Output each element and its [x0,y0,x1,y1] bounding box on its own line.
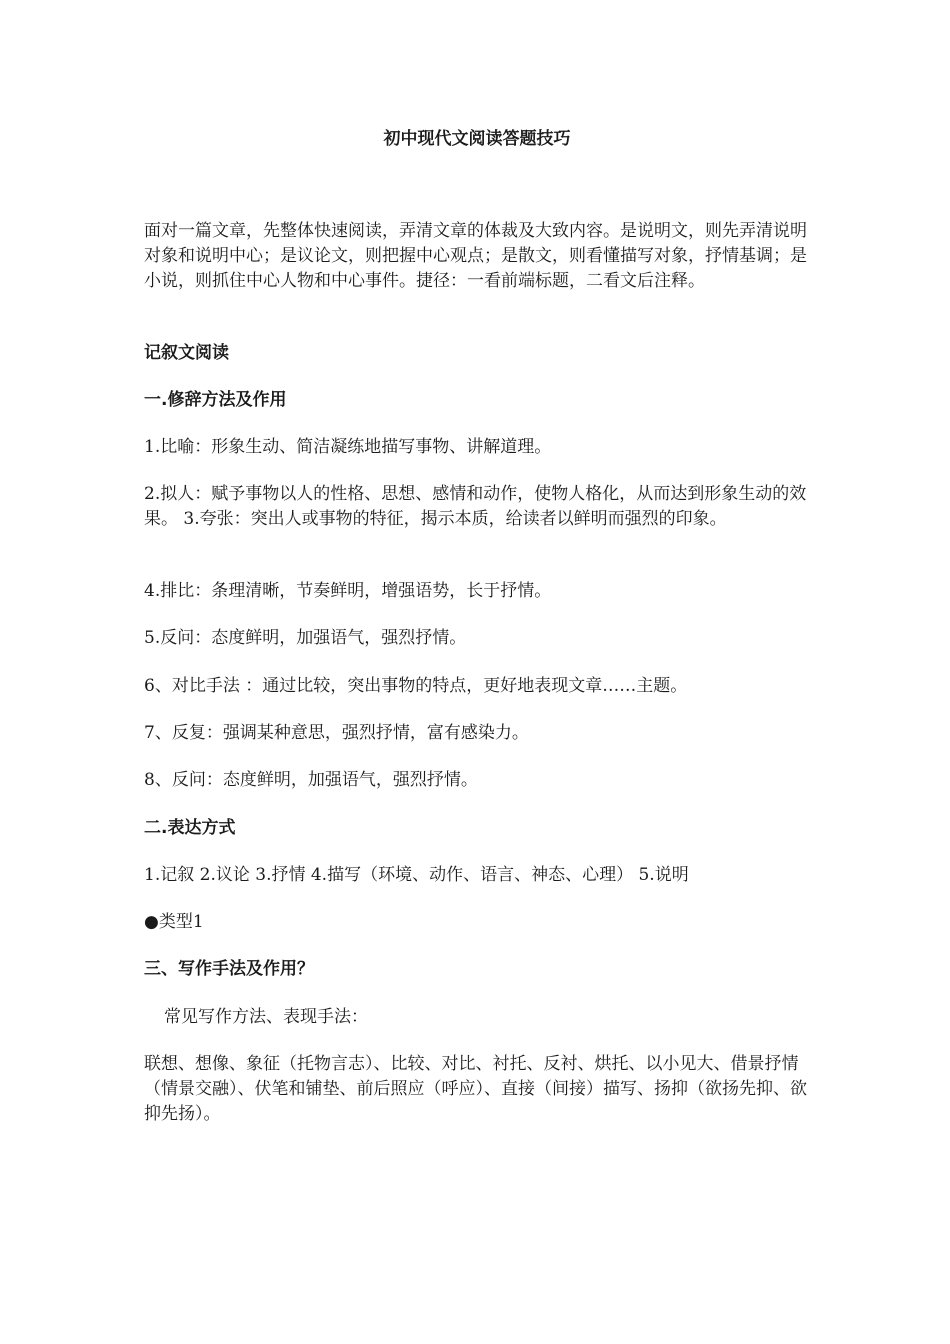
section-heading-narrative: 记叙文阅读 [144,343,229,363]
section-heading-rhetoric: 一.修辞方法及作用 [144,390,287,410]
type-line: ●类型1 [144,912,204,932]
writing-body: 联想、想像、象征（托物言志）、比较、对比、衬托、反衬、烘托、以小见大、借景抒情（情景交融）、伏笔和铺垫、前后照应（呼应）、直接（间接）描写、扬抑（欲扬先抑、欲抑先扬）。 [144,1054,807,1124]
writing-subtitle: 常见写作方法、表现手法： [164,1007,368,1027]
rhetoric-item-5: 5.反问：态度鲜明，加强语气，强烈抒情。 [144,628,467,648]
rhetoric-item-2: 2.拟人：赋予事物以人的性格、思想、感情和动作，使物人格化，从而达到形象生动的效果。 3.夸张：突出人或事物的特征，揭示本质，给读者以鲜明而强烈的印象。 [144,484,807,529]
rhetoric-item-6: 6、对比手法 ：通过比较，突出事物的特点，更好地表现文章……主题。 [144,676,688,696]
rhetoric-item-7: 7、反复：强调某种意思，强烈抒情，富有感染力。 [144,723,529,743]
expression-list: 1.记叙 2.议论 3.抒情 4.描写（环境、动作、语言、神态、心理） 5.说明 [144,865,689,885]
document-title: 初中现代文阅读答题技巧 [383,129,571,149]
rhetoric-item-1: 1.比喻：形象生动、简洁凝练地描写事物、讲解道理。 [144,437,552,457]
rhetoric-item-8: 8、反问：态度鲜明，加强语气，强烈抒情。 [144,770,478,790]
rhetoric-item-4: 4.排比：条理清晰，节奏鲜明，增强语势，长于抒情。 [144,581,552,601]
section-heading-writing: 三、写作手法及作用？ [144,959,314,979]
intro-paragraph: 面对一篇文章，先整体快速阅读，弄清文章的体裁及大致内容。是说明文，则先弄清说明对象和说明中心；是议论文，则把握中心观点；是散文，则看懂描写对象，抒情基调；是小说，则抓住中心人物和中心事件。捷径：一看前端标题，二看文后注释。 [144,221,807,291]
section-heading-expression: 二.表达方式 [144,818,236,838]
